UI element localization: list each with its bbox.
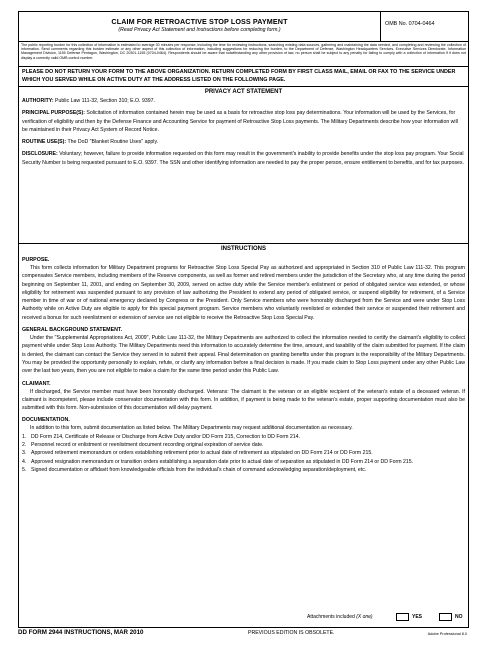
title-cell (19, 12, 381, 41)
attachments-qualifier: (X one) (356, 614, 373, 620)
list-item-text: Approved resignation memorandum or transition orders establishing a separation date prior to actual date of separation as stipulated in DD Form 214 or DD Form 215. (31, 458, 414, 465)
list-item-text: DD Form 214, Certificate of Release or Discharge from Active Duty and/or DD Form 215, Correction to DD Form 214. (31, 433, 300, 440)
return-warning: PLEASE DO NOT RETURN YOUR FORM TO THE ABOVE ORGANIZATION. RETURN COMPLETED FORM BY FIRST CLASS MAIL, EMAIL OR FAX TO THE SERVICE UNDER WHICH YOU SERVED WHILE ON ACTIVE DUTY AT THE ADDRESS LISTED ON THE FOLLOWING PAGE. (19, 67, 468, 87)
list-item-number: 3. (22, 450, 27, 457)
previous-edition-note: PREVIOUS EDITION IS OBSOLETE. (248, 630, 335, 636)
privacy-heading: PRIVACY ACT STATEMENT (204, 89, 283, 95)
instructions-heading: INSTRUCTIONS (221, 246, 266, 252)
form-subtitle: (Read Privacy Act Statement and Instructions before completing form.) (118, 27, 281, 33)
list-item-number: 1. (22, 433, 27, 440)
list-item (22, 449, 465, 457)
claimant-heading: CLAIMANT. (22, 380, 51, 387)
background-heading: GENERAL BACKGROUND STATEMENT. (22, 327, 123, 334)
yes-label: YES (412, 614, 423, 620)
authority-label: AUTHORITY: (22, 98, 54, 104)
list-item-text: Approved retirement memorandum or orders establishing retirement prior to actual date of retirement as stipulated on DD Form 214 or DD Form 215. (31, 450, 373, 457)
authority-text: Public Law 111-32, Section 310; E.O. 9397. (53, 98, 155, 104)
list-item (22, 466, 465, 474)
form-frame (18, 11, 469, 628)
disclosure-label: DISCLOSURE: (22, 151, 58, 158)
disclosure-text: Voluntary; however, failure to provide information requested on this form may result in the government's inability to provide benefits under the stop loss pay program. Your Social Security Number is being requested pursuant to E.O. 9397. The SSN and other identifying information are needed to pay the proper person, ensure entitlement to benefits, and for tax purposes. (22, 151, 464, 166)
purpose-body: This form collects information for Military Department programs for Retroactive Stop Loss Special Pay as authorized and appropriated in Section 310 of Public Law 111-32. This program compensates Service members, including members of the Reserve components, as well as former and retired members under the jurisdiction of the Secretary who, at any time during the period beginning on September 11, 2001, and ending on September 30, 2009, served on active duty while the Service member's enlistment or period of obligated service was extended, or whose eligibility for retirement was suspended pursuant to any provision of law authorizing the President to extend any period of obligated service, or suspend eligibility for retirement, of a Service member in time of war or of national emergency declared by Congress or the President. Only Service members who were honorably discharged from the Service and were under Stop Loss Authority while on Active Duty are eligible to apply for this special payment program. Service members who voluntarily reenlisted or extended their service or suspended their retirement and received a bonus for such reenlistment or extension of service are not eligible to receive the Retroactive Stop Loss Special Pay. (22, 265, 465, 321)
documentation-heading: DOCUMENTATION. (22, 417, 70, 424)
software-version: Adobe Professional 8.0 (427, 632, 467, 636)
omb-number: OMB No. 0704-0464 (385, 21, 435, 27)
attachments-text: Attachments included (307, 614, 355, 620)
list-item-number: 4. (22, 458, 27, 465)
form-header (19, 12, 468, 42)
instructions-section (19, 244, 468, 575)
purpose-paragraph (19, 109, 468, 134)
list-item (22, 433, 465, 441)
privacy-act-section (19, 87, 468, 244)
authority-paragraph (19, 97, 468, 105)
routine-uses-paragraph (19, 138, 468, 146)
list-item (22, 458, 465, 466)
yes-checkbox[interactable] (396, 613, 409, 621)
list-item-text: Personnel record or enlistment or reenlistment document recording original expiration of service date. (31, 442, 264, 449)
burden-statement: The public reporting burden for this collection of information is estimated to average 30 minutes per response, including the time for reviewing instructions, searching existing data sources, gathering and maintaining the data needed, and completing and reviewing the collection of information. Send comments regarding this burden estimate or any other aspect of this collection of information, including suggestions for reducing the burden, to the Department of Defense, Washington Headquarters Services, Executive Services Directorate, Information Management Division, 1155 Defense Pentagon, Washington, DC 20301-1155 (0704-0464). Respondents should be aware that notwithstanding any other provision of law, no person shall be subject to any penalty for failing to comply with a collection of information if it does not display a currently valid OMB control number. (19, 42, 468, 67)
routine-uses-text: The DoD "Blanket Routine Uses" apply. (66, 139, 159, 146)
purpose-text: Solicitation of information contained herein may be used as a basis for retroactive stop loss pay determinations. Your information will be used by the Services, for verification of eligibility and then by the Defense Finance and Accounting Service for payment of Retroactive Stop Loss payments. The Military Departments describe how your information will be maintained in their Privacy Act System of Record Notice. (22, 110, 458, 133)
form-footer (18, 629, 469, 641)
documentation-intro: In addition to this form, submit documentation as listed below. The Military Departments may request additional documentation as necessary. (30, 425, 353, 432)
purpose-heading: PURPOSE. (22, 257, 50, 263)
form-title: CLAIM FOR RETROACTIVE STOP LOSS PAYMENT (111, 17, 288, 26)
attachments-row (19, 612, 468, 628)
disclosure-paragraph (19, 150, 468, 167)
routine-uses-label: ROUTINE USE(S): (22, 139, 67, 146)
list-item-number: 2. (22, 442, 27, 449)
list-item-text: Signed documentation or affidavit from knowledgeable officials from the individual's chain of command acknowledging separation/deployment, etc. (31, 466, 367, 473)
attachments-label (307, 614, 373, 620)
list-item (22, 441, 465, 449)
claimant-body: If discharged, the Service member must have been honorably discharged. Veterans: The claimant is the veteran or an eligible recipient of the veteran's estate of a deceased veteran. If claimant is incompetent, please include conservator documentation with this form. In addition, if payment is being made to the veteran's estate, proper supporting documentation must also be submitted with this form. Non-submission of this documentation will delay payment. (22, 388, 465, 412)
no-checkbox[interactable] (439, 613, 452, 621)
form-number: DD FORM 2944 INSTRUCTIONS, MAR 2010 (18, 629, 144, 636)
documentation-list (19, 433, 468, 474)
purpose-label: PRINCIPAL PURPOSE(S): (22, 110, 85, 117)
background-body: Under the "Supplemental Appropriations Act, 2009", Public Law 111-32, the Military Departments are authorized to collect the information needed to certify the claimant's eligibility to collect payment while under Stop Loss Authority. The Military Departments need this information to accurately determine the time, amount, and taxability of the claim submitted for payment. If the claim is denied, the claimant can contact the Service they served in to submit their appeal. Final determination on granting benefits under this program is the responsibility of the Military Departments. You may be provided the opportunity personally to explain, refute, or clarify any information before a final decision is made. If you made claim to Stop Loss payment under any other Public Law over the last two years, then you are not eligible to make a claim for the same time period under this Public Law. (22, 335, 465, 375)
no-label: NO (455, 614, 463, 620)
list-item-number: 5. (22, 466, 27, 473)
